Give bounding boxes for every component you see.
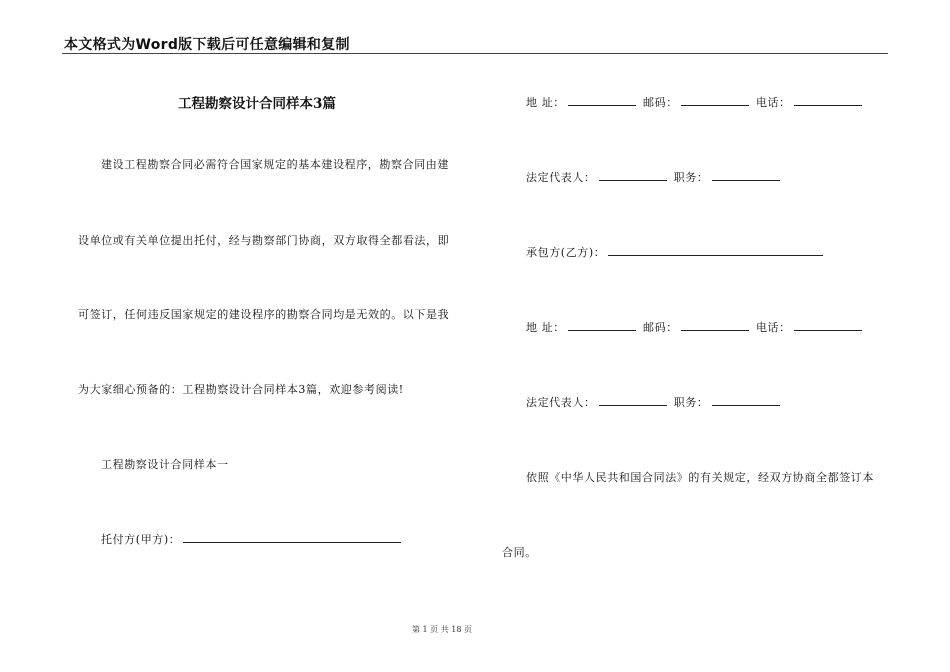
intro-line-2: 设单位或有关单位提出托付，经与勘察部门协商，双方取得全都看法，即 xyxy=(78,234,450,247)
postcode-label: 邮码： xyxy=(643,96,678,109)
legal-rep-blank-2 xyxy=(599,395,667,406)
address-label-2: 地 址： xyxy=(526,321,565,334)
postcode-blank xyxy=(681,95,749,106)
address-label: 地 址： xyxy=(526,96,565,109)
contractor-blank xyxy=(608,245,823,256)
intro-line-1: 建设工程勘察合同必需符合国家规定的基本建设程序，勘察合同由建 xyxy=(101,158,449,171)
phone-label-2: 电话： xyxy=(755,321,791,334)
section-heading: 工程勘察设计合同样本一 xyxy=(101,458,229,471)
legal-rep-blank xyxy=(599,170,667,181)
header-divider xyxy=(62,53,888,54)
page-footer: 第 1 页 共 18 页 xyxy=(412,625,472,634)
intro-line-3: 可签订，任何违反国家规定的建设程序的勘察合同均是无效的。以下是我 xyxy=(78,308,450,321)
document-banner: 本文格式为Word版下载后可任意编辑和复制 xyxy=(64,37,350,53)
document-title: 工程勘察设计合同样本3篇 xyxy=(178,96,336,112)
legal-rep-line-1 xyxy=(526,169,783,185)
position-label: 职务： xyxy=(673,171,709,184)
position-blank xyxy=(712,170,780,181)
phone-label: 电话： xyxy=(755,96,791,109)
legal-rep-line-2 xyxy=(526,394,783,410)
position-blank-2 xyxy=(712,395,780,406)
postcode-blank-2 xyxy=(681,320,749,331)
postcode-label-2: 邮码： xyxy=(643,321,678,334)
legal-rep-label-2: 法定代表人： xyxy=(526,396,596,409)
contractor-line xyxy=(526,244,826,260)
client-blank xyxy=(183,532,401,543)
address-blank xyxy=(568,95,636,106)
address-blank-2 xyxy=(568,320,636,331)
phone-blank xyxy=(794,95,862,106)
address-line-2 xyxy=(526,319,865,335)
client-line xyxy=(101,531,404,547)
position-label-2: 职务： xyxy=(673,396,709,409)
clause-line: 依照《中华人民共和国合同法》的有关规定，经双方协商全都签订本 xyxy=(526,471,874,484)
intro-line-4: 为大家细心预备的：工程勘察设计合同样本3篇，欢迎参考阅读! xyxy=(78,383,404,396)
legal-rep-label: 法定代表人： xyxy=(526,171,596,184)
clause-end-line: 合同。 xyxy=(502,546,537,559)
phone-blank-2 xyxy=(794,320,862,331)
contractor-label: 承包方(乙方)： xyxy=(526,246,606,259)
client-label: 托付方(甲方)： xyxy=(101,533,181,546)
address-line-1 xyxy=(526,94,865,110)
